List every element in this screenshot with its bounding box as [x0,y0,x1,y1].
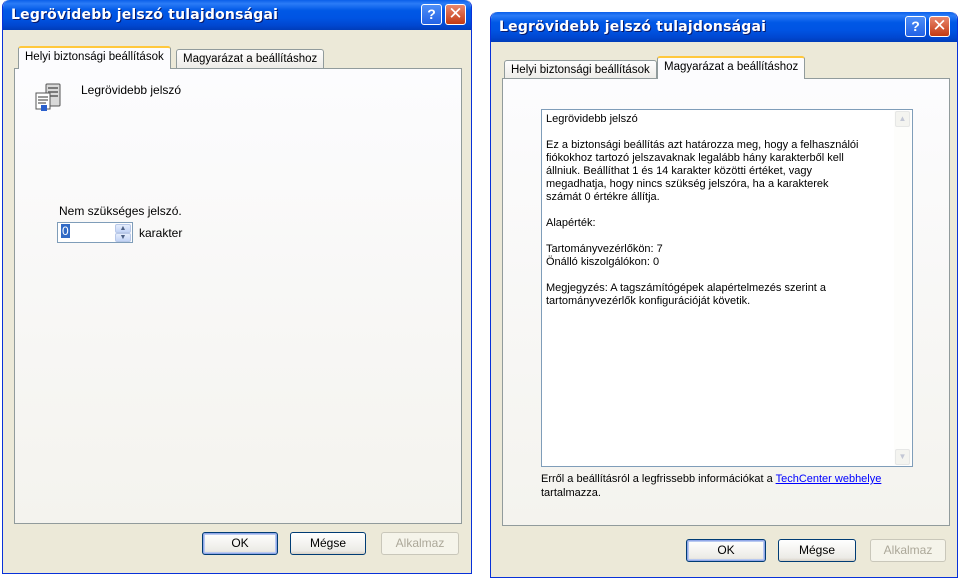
ok-button[interactable]: OK [686,539,766,562]
cancel-button[interactable]: Mégse [778,539,856,562]
techcenter-link[interactable]: TechCenter webhelye [775,473,882,485]
footer-info [541,472,881,500]
properties-dialog-explain [490,12,958,578]
default-domain-controller: Tartományvezérlőkön: 7 [546,243,663,255]
tab-local-security-settings[interactable]: Helyi biztonsági beállítások [18,46,171,69]
apply-button: Alkalmaz [381,532,459,555]
default-standalone-server: Önálló kiszolgálókon: 0 [546,256,660,268]
tab-explain[interactable]: Magyarázat a beállításhoz [657,56,805,79]
spin-down-icon[interactable]: ▼ [115,233,131,242]
requirement-label: Nem szükséges jelszó. [59,204,182,218]
password-length-spinner[interactable] [57,222,133,243]
close-button[interactable]: ✕ [445,4,466,25]
dialog-title: Legrövidebb jelszó tulajdonságai [499,19,767,35]
title-bar[interactable] [491,12,957,42]
ok-button[interactable]: OK [202,532,278,555]
scroll-down-icon[interactable]: ▼ [895,449,910,465]
apply-button: Alkalmaz [870,539,946,562]
dialog-body [494,42,954,574]
tab-explain[interactable]: Magyarázat a beállításhoz [176,49,324,69]
cancel-button[interactable]: Mégse [290,532,366,555]
footer-text: Erről a beállításról a legfrissebb információkat a [541,473,776,485]
spinner-arrows [115,224,131,241]
dialog-title: Legrövidebb jelszó tulajdonságai [11,7,279,23]
tab-local-security-settings[interactable]: Helyi biztonsági beállítások [504,60,657,80]
tab-panel-explain [502,78,950,526]
dialog-body [6,30,468,570]
footer-text-2: tartalmazza. [541,487,601,499]
policy-name: Legrövidebb jelszó [81,83,182,97]
explain-paragraph: Ez a biztonsági beállítás azt határozza meg, hogy a felhasználói fiókokhoz tartozó jelszavaknak legalább hány karakterből kell állniuk. Beállíthat 1 és 14 karakter közötti értéket, vagy megadhatja, hogy nincs szükség jelszóra, ha a karakterek számát 0 értékre állítja. [546,139,859,203]
explain-text-box[interactable] [541,109,913,467]
explain-heading: Legrövidebb jelszó [546,113,638,125]
close-button[interactable]: ✕ [929,16,950,37]
spinner-unit: karakter [139,226,183,240]
spin-up-icon[interactable]: ▲ [115,224,131,233]
default-label: Alapérték: [546,217,596,229]
properties-dialog-local-settings [2,0,472,574]
title-bar[interactable] [3,0,471,30]
explain-note: Megjegyzés: A tagszámítógépek alapértelmezés szerint a tartományvezérlők konfigurációját követik. [546,282,827,307]
tab-panel-local-settings [14,68,462,524]
help-button[interactable]: ? [421,4,442,25]
policy-settings-icon [33,81,65,113]
spinner-value[interactable]: 0 [62,224,69,238]
vertical-scrollbar[interactable] [894,111,911,465]
explain-content [546,113,892,308]
scroll-up-icon[interactable]: ▲ [895,111,910,127]
help-button[interactable]: ? [905,16,926,37]
